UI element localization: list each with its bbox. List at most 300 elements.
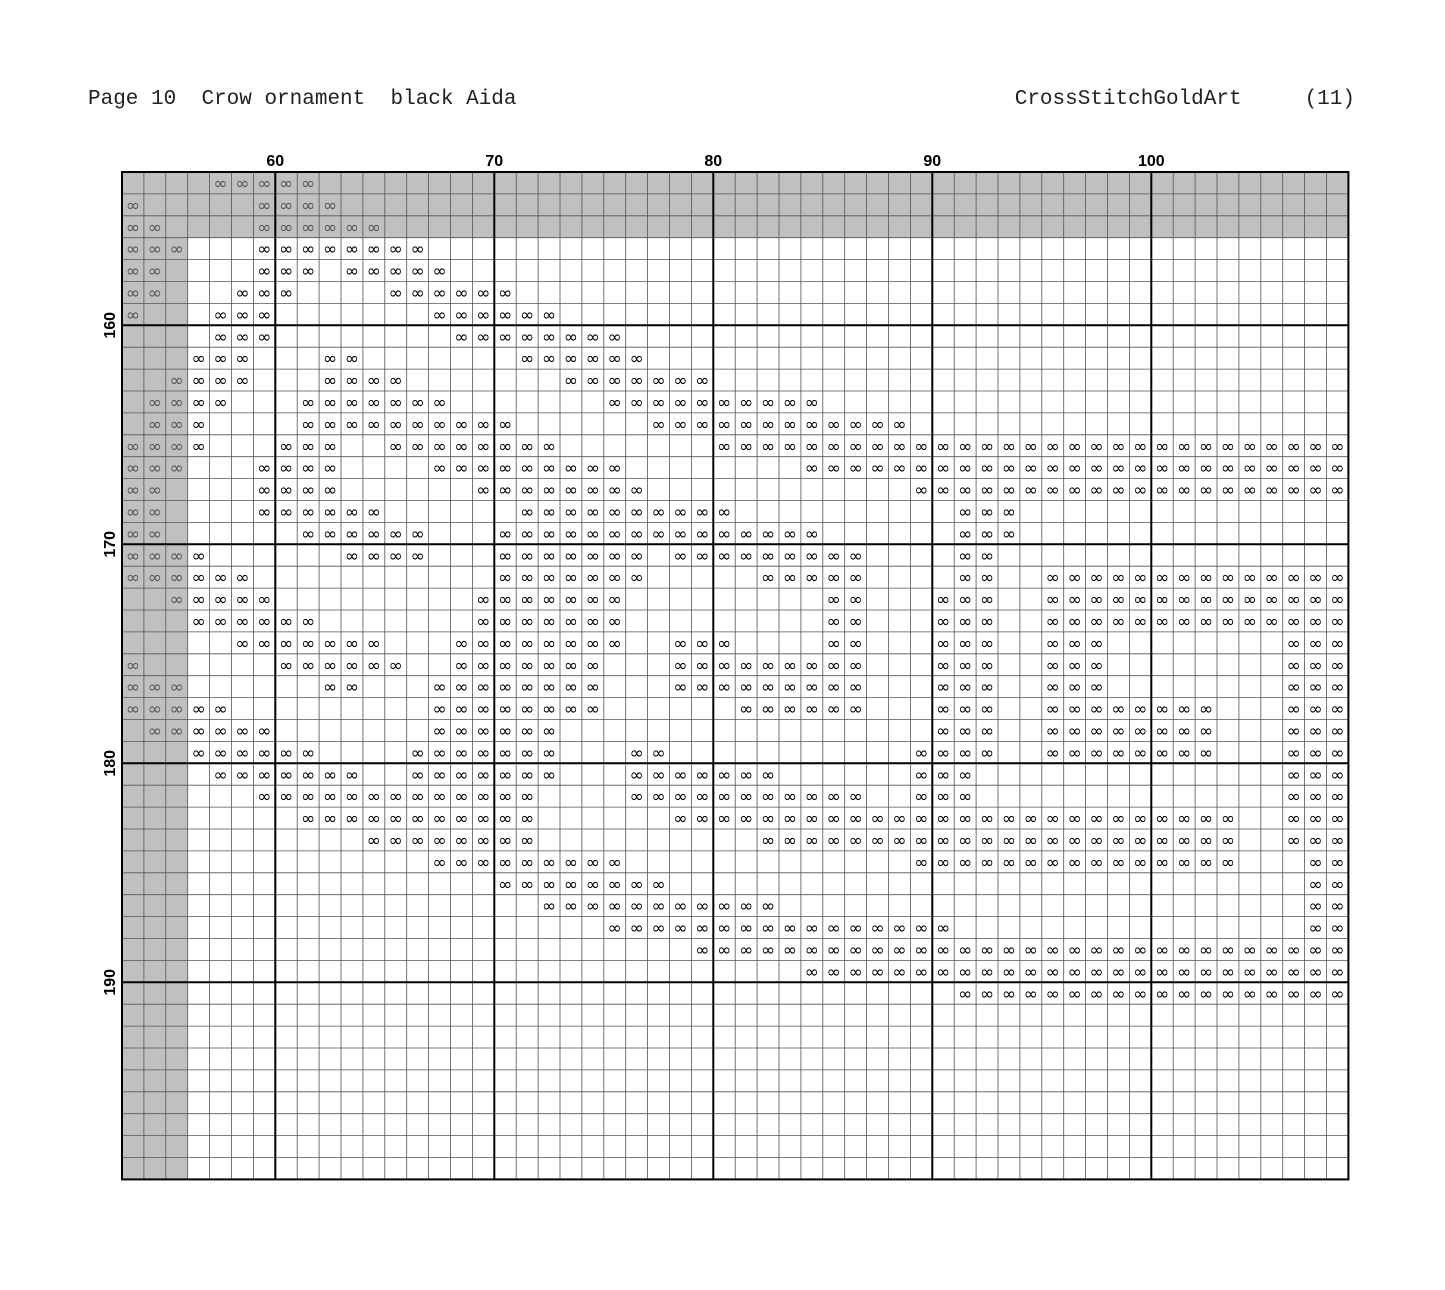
stitch-symbol: ∞ [279,611,294,632]
stitch-symbol: ∞ [936,721,951,742]
stitch-symbol: ∞ [717,414,732,435]
stitch-symbol: ∞ [1001,984,1017,1005]
stitch-symbol: ∞ [629,918,644,939]
stitch-symbol: ∞ [257,173,272,194]
stitch-symbol: ∞ [213,590,228,611]
stitch-symbol: ∞ [541,633,557,654]
stitch-symbol: ∞ [322,480,338,501]
stitch-symbol: ∞ [804,655,819,676]
stitch-symbol: ∞ [344,524,360,545]
stitch-symbol: ∞ [1220,568,1236,589]
stitch-symbol: ∞ [169,239,184,260]
stitch-symbol: ∞ [213,305,228,326]
stitch-symbol: ∞ [936,743,951,764]
stitch-symbol: ∞ [541,896,557,917]
stitch-symbol: ∞ [651,743,666,764]
stitch-symbol: ∞ [432,261,447,282]
stitch-symbol: ∞ [585,852,600,873]
stitch-symbol: ∞ [476,655,491,676]
stitch-symbol: ∞ [1220,590,1236,611]
stitch-symbol: ∞ [1330,809,1345,830]
stitch-symbol: ∞ [958,699,973,720]
stitch-symbol: ∞ [235,371,250,392]
stitch-symbol: ∞ [388,546,403,567]
stitch-symbol: ∞ [870,918,885,939]
stitch-symbol: ∞ [563,568,579,589]
stitch-symbol: ∞ [782,655,798,676]
stitch-symbol: ∞ [870,436,885,457]
stitch-symbol: ∞ [958,962,973,983]
stitch-symbol: ∞ [1001,480,1017,501]
stitch-symbol: ∞ [147,568,162,589]
stitch-symbol: ∞ [1220,480,1236,501]
stitch-symbol: ∞ [147,436,162,457]
stitch-symbol: ∞ [410,765,425,786]
stitch-symbol: ∞ [301,765,316,786]
stitch-symbol: ∞ [1089,962,1104,983]
stitch-symbol: ∞ [936,940,951,961]
stitch-symbol: ∞ [979,546,995,567]
stitch-symbol: ∞ [410,546,425,567]
stitch-symbol: ∞ [235,305,250,326]
stitch-symbol: ∞ [848,677,863,698]
stitch-symbol: ∞ [936,699,951,720]
stitch-symbol: ∞ [717,940,732,961]
stitch-symbol: ∞ [936,852,951,873]
stitch-symbol: ∞ [607,524,622,545]
stitch-symbol: ∞ [1286,458,1301,479]
stitch-symbol: ∞ [1089,436,1104,457]
stitch-symbol: ∞ [1089,633,1104,654]
stitch-symbol: ∞ [520,502,535,523]
stitch-symbol: ∞ [1330,896,1345,917]
stitch-symbol: ∞ [191,611,206,632]
stitch-symbol: ∞ [979,699,995,720]
stitch-symbol: ∞ [344,677,360,698]
stitch-symbol: ∞ [804,699,819,720]
stitch-symbol: ∞ [1264,940,1279,961]
stitch-symbol: ∞ [454,436,469,457]
stitch-symbol: ∞ [1330,765,1345,786]
stitch-symbol: ∞ [1308,633,1323,654]
stitch-symbol: ∞ [1220,984,1236,1005]
stitch-symbol: ∞ [257,480,272,501]
stitch-symbol: ∞ [1242,458,1257,479]
stitch-symbol: ∞ [848,830,863,851]
stitch-symbol: ∞ [344,239,360,260]
stitch-symbol: ∞ [191,699,206,720]
stitch-symbol: ∞ [476,830,491,851]
stitch-symbol: ∞ [1067,458,1082,479]
stitch-symbol: ∞ [1045,590,1060,611]
stitch-symbol: ∞ [914,809,929,830]
stitch-symbol: ∞ [979,677,995,698]
stitch-symbol: ∞ [1089,655,1104,676]
stitch-symbol: ∞ [1286,809,1301,830]
stitch-symbol: ∞ [739,436,754,457]
stitch-symbol: ∞ [388,371,403,392]
stitch-symbol: ∞ [870,940,885,961]
stitch-symbol: ∞ [1308,590,1323,611]
stitch-symbol: ∞ [936,590,951,611]
stitch-symbol: ∞ [1023,984,1038,1005]
stitch-symbol: ∞ [1155,984,1170,1005]
stitch-symbol: ∞ [914,480,929,501]
stitch-symbol: ∞ [1001,940,1017,961]
stitch-symbol: ∞ [1308,699,1323,720]
stitch-symbol: ∞ [1133,480,1148,501]
stitch-symbol: ∞ [191,721,206,742]
stitch-symbol: ∞ [235,743,250,764]
stitch-symbol: ∞ [520,568,535,589]
stitch-symbol: ∞ [125,239,141,260]
stitch-symbol: ∞ [257,217,272,238]
stitch-symbol: ∞ [366,524,381,545]
stitch-symbol: ∞ [344,655,360,676]
stitch-symbol: ∞ [476,765,491,786]
stitch-symbol: ∞ [826,568,841,589]
stitch-symbol: ∞ [1111,743,1126,764]
stitch-symbol: ∞ [826,918,841,939]
stitch-symbol: ∞ [1264,458,1279,479]
stitch-symbol: ∞ [147,458,162,479]
stitch-symbol: ∞ [848,918,863,939]
stitch-symbol: ∞ [541,743,557,764]
stitch-symbol: ∞ [432,699,447,720]
stitch-symbol: ∞ [1089,611,1104,632]
stitch-symbol: ∞ [760,677,776,698]
stitch-symbol: ∞ [257,502,272,523]
stitch-symbol: ∞ [1242,568,1257,589]
stitch-symbol: ∞ [782,524,798,545]
stitch-symbol: ∞ [1286,765,1301,786]
stitch-symbol: ∞ [1045,633,1060,654]
stitch-symbol: ∞ [1308,896,1323,917]
stitch-symbol: ∞ [169,546,184,567]
stitch-symbol: ∞ [454,830,469,851]
stitch-symbol: ∞ [695,655,710,676]
stitch-symbol: ∞ [301,611,316,632]
stitch-symbol: ∞ [1220,830,1236,851]
stitch-symbol: ∞ [673,546,688,567]
stitch-symbol: ∞ [257,239,272,260]
stitch-symbol: ∞ [1155,699,1170,720]
stitch-symbol: ∞ [563,458,579,479]
stitch-symbol: ∞ [301,217,316,238]
stitch-symbol: ∞ [388,655,403,676]
stitch-symbol: ∞ [760,524,776,545]
stitch-symbol: ∞ [432,392,447,413]
row-label: 170 [102,530,119,558]
stitch-symbol: ∞ [520,765,535,786]
stitch-symbol: ∞ [1198,699,1214,720]
stitch-symbol: ∞ [1111,809,1126,830]
stitch-symbol: ∞ [125,546,141,567]
stitch-symbol: ∞ [541,480,557,501]
stitch-symbol: ∞ [257,743,272,764]
stitch-symbol: ∞ [541,699,557,720]
stitch-symbol: ∞ [1330,590,1345,611]
stitch-symbol: ∞ [1089,480,1104,501]
stitch-symbol: ∞ [498,830,513,851]
stitch-symbol: ∞ [958,436,973,457]
stitch-symbol: ∞ [1198,852,1214,873]
stitch-symbol: ∞ [1067,633,1082,654]
stitch-symbol: ∞ [344,809,360,830]
stitch-symbol: ∞ [520,458,535,479]
stitch-symbol: ∞ [563,349,579,370]
stitch-symbol: ∞ [301,480,316,501]
stitch-symbol: ∞ [1264,962,1279,983]
stitch-symbol: ∞ [1177,699,1192,720]
stitch-symbol: ∞ [1089,677,1104,698]
stitch-symbol: ∞ [476,611,491,632]
stitch-symbol: ∞ [1067,830,1082,851]
stitch-symbol: ∞ [388,524,403,545]
stitch-symbol: ∞ [760,655,776,676]
stitch-symbol: ∞ [520,787,535,808]
stitch-symbol: ∞ [1067,699,1082,720]
stitch-symbol: ∞ [979,458,995,479]
stitch-symbol: ∞ [958,568,973,589]
stitch-symbol: ∞ [936,962,951,983]
stitch-symbol: ∞ [1045,721,1060,742]
stitch-symbol: ∞ [476,699,491,720]
stitch-symbol: ∞ [914,765,929,786]
stitch-symbol: ∞ [541,458,557,479]
stitch-symbol: ∞ [607,502,622,523]
stitch-symbol: ∞ [169,568,184,589]
stitch-symbol: ∞ [1286,984,1301,1005]
stitch-symbol: ∞ [279,283,294,304]
stitch-symbol: ∞ [958,721,973,742]
stitch-symbol: ∞ [1220,962,1236,983]
stitch-symbol: ∞ [279,743,294,764]
stitch-symbol: ∞ [147,239,162,260]
stitch-symbol: ∞ [782,830,798,851]
stitch-symbol: ∞ [1045,611,1060,632]
stitch-symbol: ∞ [1198,590,1214,611]
stitch-symbol: ∞ [432,765,447,786]
stitch-symbol: ∞ [1067,743,1082,764]
stitch-symbol: ∞ [563,896,579,917]
stitch-symbol: ∞ [804,524,819,545]
stitch-symbol: ∞ [782,436,798,457]
stitch-symbol: ∞ [739,765,754,786]
stitch-symbol: ∞ [1111,480,1126,501]
stitch-symbol: ∞ [1220,809,1236,830]
stitch-symbol: ∞ [651,502,666,523]
stitch-symbol: ∞ [629,874,644,895]
stitch-symbol: ∞ [1264,984,1279,1005]
stitch-symbol: ∞ [1308,655,1323,676]
stitch-symbol: ∞ [454,458,469,479]
stitch-symbol: ∞ [563,677,579,698]
pattern-title: Crow ornament [201,88,366,111]
stitch-symbol: ∞ [1330,633,1345,654]
stitch-symbol: ∞ [1133,830,1148,851]
stitch-symbol: ∞ [848,590,863,611]
stitch-symbol: ∞ [1286,743,1301,764]
stitch-symbol: ∞ [1001,809,1017,830]
row-label: 180 [102,749,119,777]
stitch-symbol: ∞ [498,743,513,764]
stitch-symbol: ∞ [892,414,907,435]
stitch-symbol: ∞ [454,633,469,654]
stitch-symbol: ∞ [848,633,863,654]
stitch-symbol: ∞ [213,743,228,764]
stitch-symbol: ∞ [301,524,316,545]
stitch-symbol: ∞ [1330,480,1345,501]
stitch-symbol: ∞ [1177,611,1192,632]
stitch-symbol: ∞ [673,918,688,939]
stitch-symbol: ∞ [782,809,798,830]
stitch-symbol: ∞ [1242,940,1257,961]
stitch-symbol: ∞ [1133,940,1148,961]
stitch-symbol: ∞ [301,195,316,216]
stitch-symbol: ∞ [848,699,863,720]
stitch-symbol: ∞ [344,765,360,786]
stitch-symbol: ∞ [848,611,863,632]
stitch-symbol: ∞ [914,830,929,851]
stitch-symbol: ∞ [498,436,513,457]
stitch-symbol: ∞ [432,305,447,326]
stitch-symbol: ∞ [1308,611,1323,632]
stitch-symbol: ∞ [322,677,338,698]
stitch-symbol: ∞ [432,852,447,873]
stitch-symbol: ∞ [322,414,338,435]
stitch-symbol: ∞ [936,436,951,457]
stitch-symbol: ∞ [1111,721,1126,742]
stitch-symbol: ∞ [1198,458,1214,479]
chart-code: (11) [1304,88,1355,111]
stitch-symbol: ∞ [607,874,622,895]
stitch-symbol: ∞ [476,327,491,348]
stitch-symbol: ∞ [410,239,425,260]
stitch-symbol: ∞ [1286,633,1301,654]
stitch-symbol: ∞ [213,349,228,370]
stitch-symbol: ∞ [1155,852,1170,873]
stitch-symbol: ∞ [1198,611,1214,632]
stitch-symbol: ∞ [936,480,951,501]
stitch-symbol: ∞ [322,217,338,238]
stitch-symbol: ∞ [125,195,141,216]
stitch-symbol: ∞ [498,414,513,435]
stitch-symbol: ∞ [848,962,863,983]
stitch-symbol: ∞ [804,568,819,589]
stitch-symbol: ∞ [1264,436,1279,457]
stitch-symbol: ∞ [651,874,666,895]
stitch-symbol: ∞ [301,743,316,764]
stitch-symbol: ∞ [585,458,600,479]
stitch-symbol: ∞ [366,830,381,851]
stitch-symbol: ∞ [958,502,973,523]
stitch-symbol: ∞ [979,502,995,523]
stitch-symbol: ∞ [147,283,162,304]
stitch-symbol: ∞ [979,436,995,457]
stitch-symbol: ∞ [498,677,513,698]
stitch-symbol: ∞ [804,414,819,435]
stitch-symbol: ∞ [1198,830,1214,851]
stitch-symbol: ∞ [651,414,666,435]
stitch-symbol: ∞ [476,458,491,479]
stitch-symbol: ∞ [322,765,338,786]
stitch-symbol: ∞ [541,502,557,523]
stitch-symbol: ∞ [125,283,141,304]
stitch-symbol: ∞ [1330,655,1345,676]
stitch-symbol: ∞ [147,414,162,435]
stitch-symbol: ∞ [607,611,622,632]
stitch-symbol: ∞ [125,458,141,479]
stitch-symbol: ∞ [958,480,973,501]
stitch-symbol: ∞ [1067,655,1082,676]
stitch-symbol: ∞ [979,590,995,611]
stitch-symbol: ∞ [213,699,228,720]
row-label: 160 [102,311,119,339]
stitch-symbol: ∞ [739,677,754,698]
stitch-symbol: ∞ [169,458,184,479]
stitch-symbol: ∞ [651,896,666,917]
stitch-symbol: ∞ [476,480,491,501]
stitch-symbol: ∞ [235,590,250,611]
stitch-symbol: ∞ [1045,830,1060,851]
stitch-symbol: ∞ [1286,677,1301,698]
stitch-symbol: ∞ [191,743,206,764]
stitch-symbol: ∞ [235,173,250,194]
brand-name: CrossStitchGoldArt [1014,88,1242,111]
stitch-symbol: ∞ [322,349,338,370]
stitch-symbol: ∞ [1111,590,1126,611]
stitch-symbol: ∞ [1133,590,1148,611]
stitch-symbol: ∞ [1330,918,1345,939]
stitch-symbol: ∞ [760,414,776,435]
stitch-symbol: ∞ [279,436,294,457]
stitch-symbol: ∞ [717,896,732,917]
stitch-symbol: ∞ [169,699,184,720]
stitch-symbol: ∞ [804,546,819,567]
stitch-symbol: ∞ [279,787,294,808]
stitch-symbol: ∞ [1045,852,1060,873]
stitch-symbol: ∞ [1001,502,1017,523]
column-label: 70 [485,153,504,170]
stitch-symbol: ∞ [410,392,425,413]
stitch-symbol: ∞ [848,787,863,808]
stitch-symbol: ∞ [695,918,710,939]
stitch-symbol: ∞ [1198,436,1214,457]
stitch-symbol: ∞ [1111,568,1126,589]
stitch-symbol: ∞ [1089,743,1104,764]
stitch-symbol: ∞ [914,962,929,983]
stitch-symbol: ∞ [366,239,381,260]
stitch-symbol: ∞ [301,502,316,523]
stitch-symbol: ∞ [1308,480,1323,501]
stitch-symbol: ∞ [125,677,141,698]
stitch-symbol: ∞ [629,392,644,413]
stitch-symbol: ∞ [1133,611,1148,632]
stitch-symbol: ∞ [432,283,447,304]
stitch-symbol: ∞ [257,611,272,632]
stitch-symbol: ∞ [520,677,535,698]
stitch-symbol: ∞ [673,655,688,676]
stitch-symbol: ∞ [1045,458,1060,479]
stitch-symbol: ∞ [257,590,272,611]
stitch-symbol: ∞ [541,436,557,457]
stitch-symbol: ∞ [235,633,250,654]
stitch-symbol: ∞ [476,852,491,873]
stitch-symbol: ∞ [1308,458,1323,479]
stitch-symbol: ∞ [1177,830,1192,851]
stitch-symbol: ∞ [147,699,162,720]
